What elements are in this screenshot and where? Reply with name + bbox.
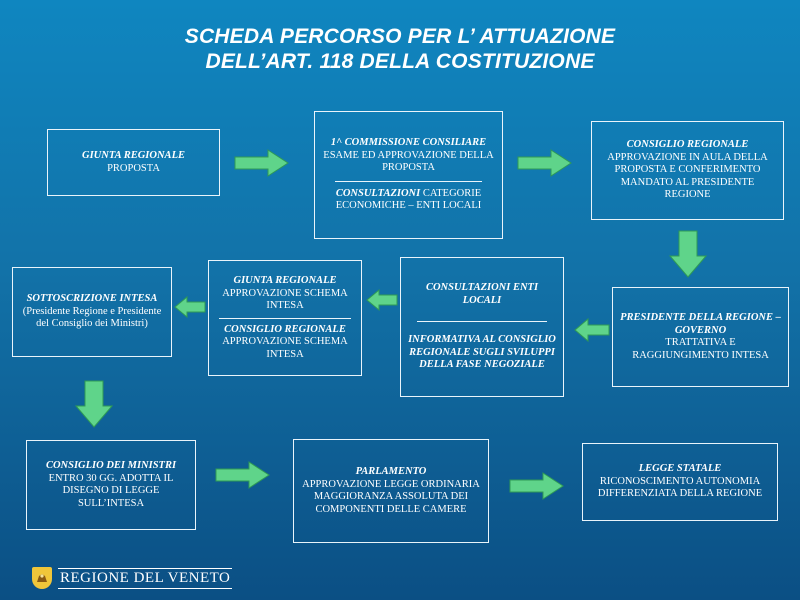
title-line-1: SCHEDA PERCORSO PER L’ ATTUAZIONE — [184, 25, 616, 48]
box-lead: 1^ COMMISSIONE CONSILIARE — [330, 137, 487, 149]
box-text: APPROVAZIONE SCHEMA INTESA — [222, 287, 348, 311]
box-text: RICONOSCIMENTO AUTONOMIA DIFFERENZIATA DELLA REGIONE — [597, 475, 763, 500]
box-lead: CONSIGLIO DEI MINISTRI — [45, 460, 177, 471]
box-giunta-proposta — [47, 129, 220, 196]
box-text: (Presidente Regione e Presidente del Consiglio dei Ministri) — [22, 305, 162, 330]
box-lead-2: CONSULTAZIONI — [335, 187, 421, 199]
box-divider — [219, 318, 351, 319]
box-sottoscrizione — [12, 267, 172, 357]
box-lead: GIUNTA REGIONALE — [233, 275, 337, 286]
logo-text: REGIONE DEL VENETO — [58, 568, 232, 589]
box-text-2: APPROVAZIONE SCHEMA INTESA — [222, 336, 348, 360]
box-text: ESAME ED APPROVAZIONE DELLA PROPOSTA — [323, 149, 494, 174]
arrow-right-2 — [517, 149, 573, 177]
box-consultazioni-enti — [400, 257, 564, 397]
box-text: PROPOSTA — [107, 162, 160, 174]
box-detail-2: CATEGORIE ECONOMICHE – ENTI LOCALI — [335, 187, 482, 212]
box-text: ENTRO 30 GG. ADOTTA IL DISEGNO DI LEGGE SULL’INTESA — [48, 472, 174, 509]
box-commissione — [314, 111, 503, 239]
box-legge-statale — [582, 443, 778, 521]
arrow-left-2 — [366, 289, 398, 311]
box-text: APPROVAZIONE IN AULA DELLA PROPOSTA E CONFERIMENTO MANDATO AL PRESIDENTE REGIONE — [607, 151, 768, 201]
title-line-2: DELL’ART. 118 DELLA COSTITUZIONE — [205, 50, 595, 73]
box-text-2 — [321, 188, 496, 213]
box-divider — [335, 181, 482, 182]
box-lead-2: CONSIGLIO REGIONALE — [224, 323, 346, 335]
box-text: TRATTATIVA E RAGGIUNGIMENTO INTESA — [632, 337, 769, 361]
box-giunta-consiglio-intesa — [208, 260, 362, 376]
box-text: APPROVAZIONE LEGGE ORDINARIA MAGGIORANZA ASSOLUTA DEI COMPONENTI DELLE CAMERE — [302, 478, 480, 515]
arrow-right-3 — [215, 461, 271, 489]
box-lead: CONSIGLIO REGIONALE — [626, 139, 749, 151]
box-lead: CONSULTAZIONI ENTI LOCALI — [425, 282, 539, 306]
box-parlamento — [293, 439, 489, 543]
regione-veneto-logo — [32, 566, 232, 590]
arrow-left-3 — [174, 296, 206, 318]
arrow-right-4 — [509, 472, 565, 500]
box-consiglio-ministri — [26, 440, 196, 530]
box-lead: SOTTOSCRIZIONE INTESA — [26, 293, 158, 305]
box-lead: PARLAMENTO — [355, 466, 427, 477]
box-consiglio-regionale — [591, 121, 784, 220]
box-lead: GIUNTA REGIONALE — [82, 150, 185, 161]
box-presidente — [612, 287, 789, 387]
box-lead-2: INFORMATIVA AL CONSIGLIO REGIONALE SUGLI SVILUPPI DELLA FASE NEGOZIALE — [408, 334, 556, 371]
box-lead: PRESIDENTE DELLA REGIONE – GOVERNO — [620, 312, 781, 336]
box-divider — [417, 321, 547, 322]
arrow-down-1 — [669, 230, 707, 278]
arrow-down-2 — [75, 380, 113, 428]
arrow-right-1 — [234, 149, 290, 177]
arrow-left-1 — [574, 318, 610, 342]
lion-crest-icon — [32, 567, 52, 589]
box-lead: LEGGE STATALE — [638, 463, 722, 475]
